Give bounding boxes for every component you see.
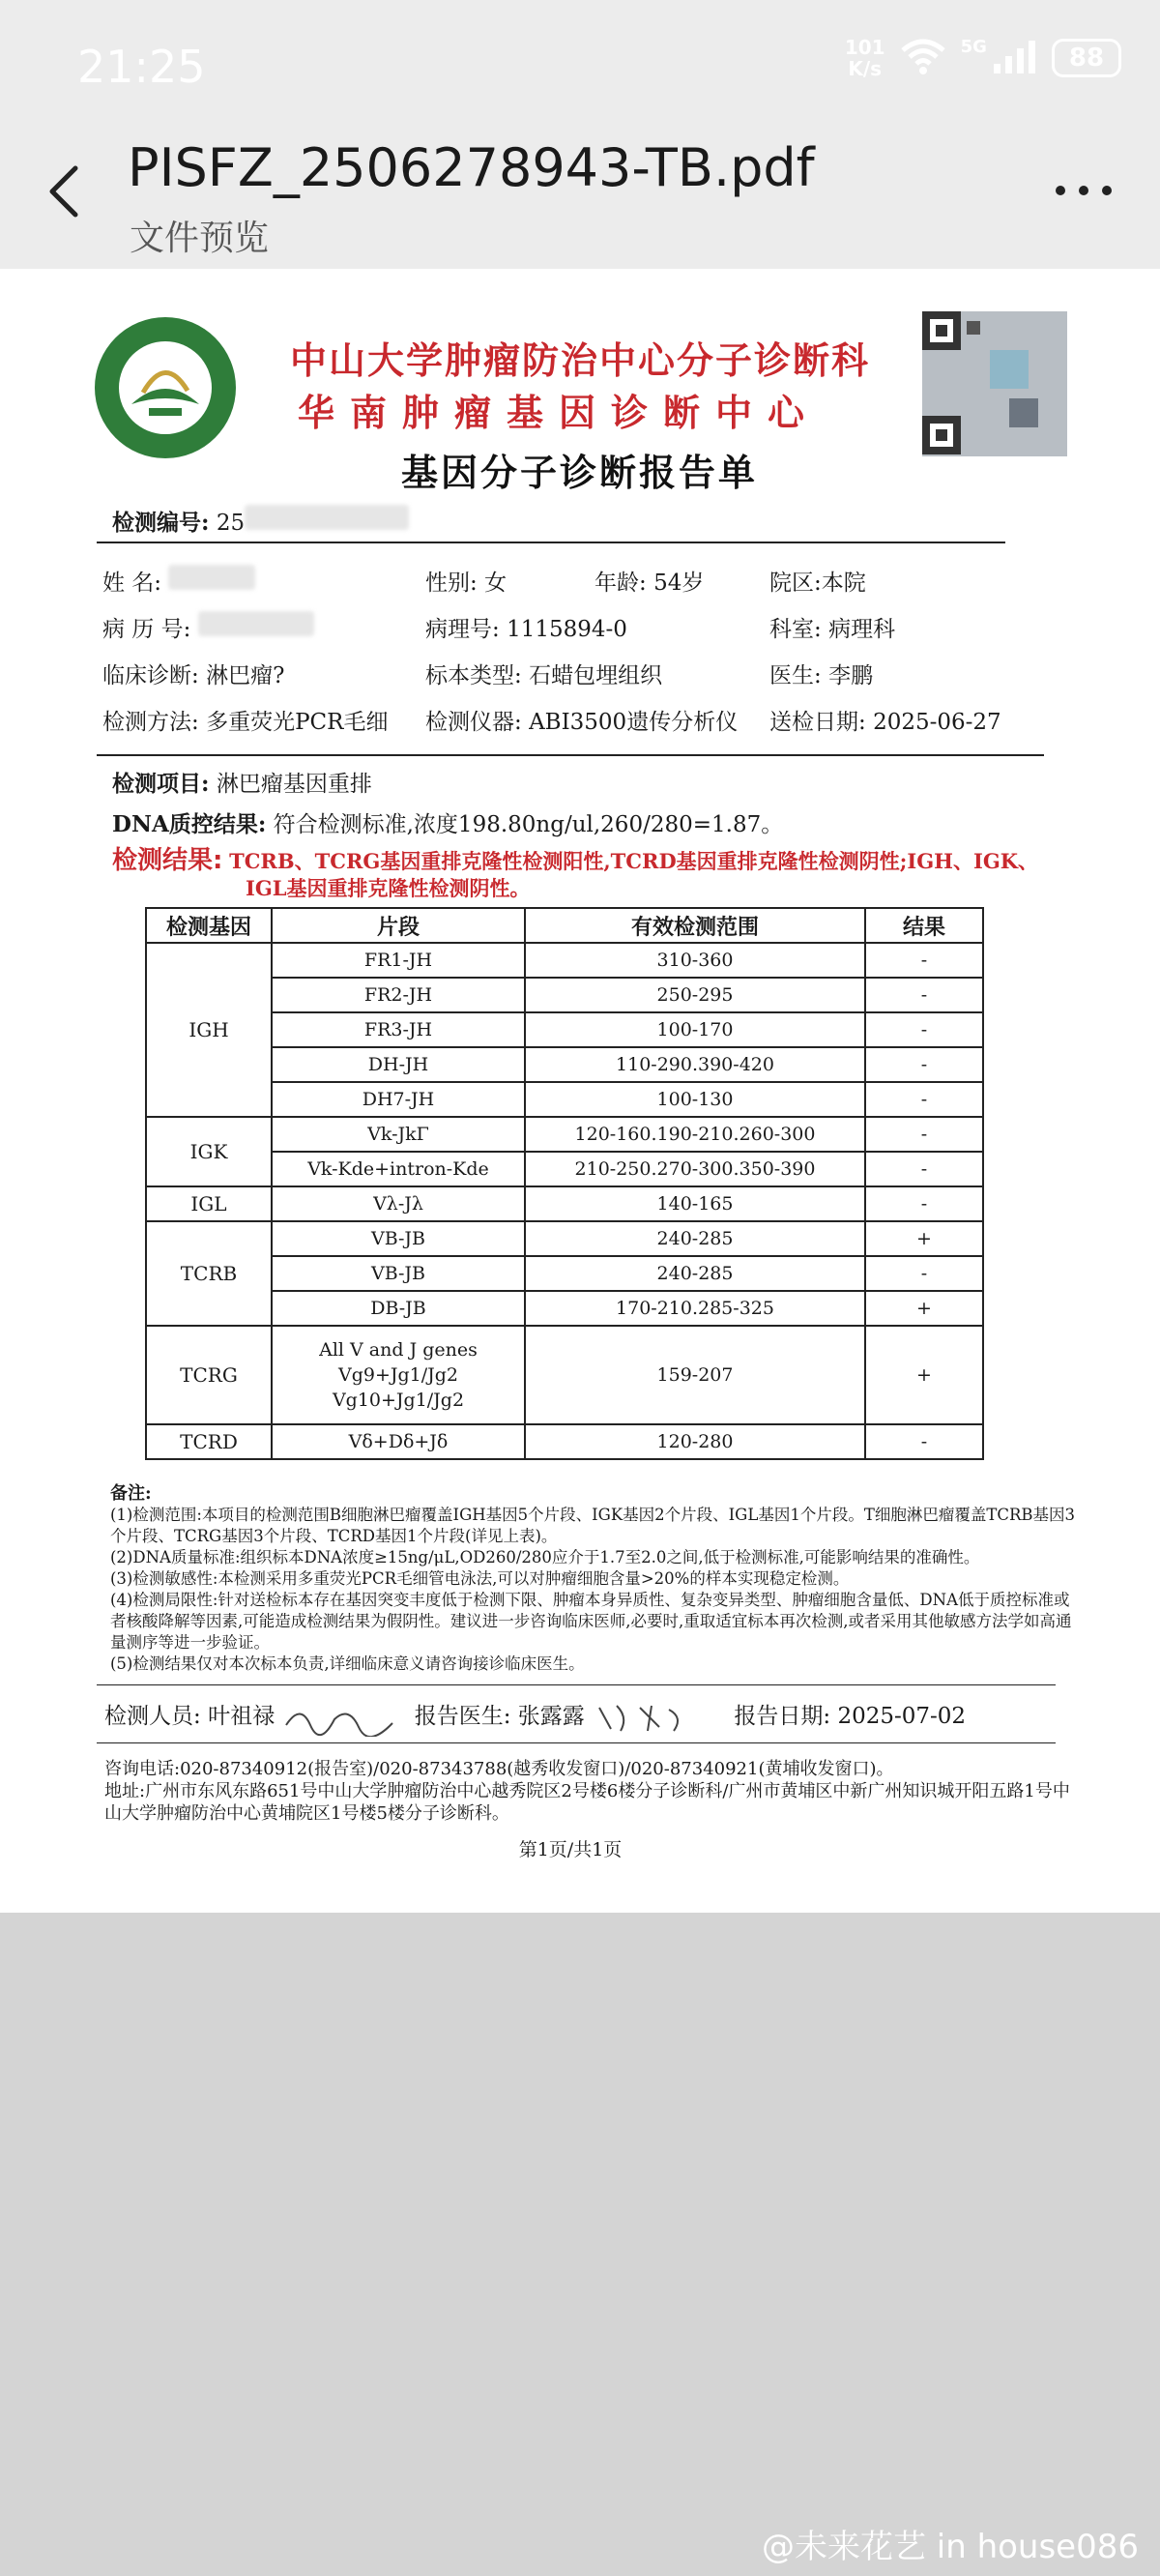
- page-number: 第1页/共1页: [518, 1839, 623, 1860]
- gene-result: -: [865, 1012, 983, 1047]
- test-number: 检测编号: 25: [112, 505, 409, 537]
- col-fragment: 片段: [272, 908, 525, 943]
- divider-mid: [97, 754, 1044, 756]
- gene-range: 159-207: [525, 1326, 865, 1424]
- gene-result: -: [865, 1424, 983, 1459]
- report-title: 基因分子诊断报告单: [401, 452, 759, 494]
- table-row: [146, 1082, 983, 1117]
- col-gene: 检测基因: [146, 908, 272, 943]
- gene-result: -: [865, 1082, 983, 1117]
- gene-frag: VB-JB: [272, 1221, 525, 1256]
- gene-frag: Vδ+Dδ+Jδ: [272, 1424, 525, 1459]
- gene-range: 120-160.190-210.260-300: [525, 1117, 865, 1152]
- contact-phone: 咨询电话:020-87340912(报告室)/020-87343788(越秀收发窗口)/020-87340921(黄埔收发窗口)。: [104, 1759, 894, 1779]
- more-button[interactable]: [1052, 176, 1116, 205]
- medical-record: 病 历 号:: [102, 611, 314, 643]
- col-result: 结果: [865, 908, 983, 943]
- gene-range: 110-290.390-420: [525, 1047, 865, 1082]
- gene-result: -: [865, 1047, 983, 1082]
- gene-result: -: [865, 1152, 983, 1186]
- table-row: [146, 1221, 983, 1256]
- watermark: @未来花艺 in house086: [761, 2528, 1139, 2566]
- pdf-page[interactable]: [0, 269, 1160, 1913]
- gene-range: 240-285: [525, 1221, 865, 1256]
- gene-range: 240-285: [525, 1256, 865, 1291]
- file-subtitle: 文件预览: [130, 219, 270, 258]
- gene-name: IGL: [146, 1186, 272, 1221]
- col-range: 有效检测范围: [525, 908, 865, 943]
- table-row: [146, 1012, 983, 1047]
- table-row: [146, 1186, 983, 1221]
- notes: 备注: (1)检测范围:本项目的检测范围B细胞淋巴瘤覆盖IGH基因5个片段、IGK基因2个片段、IGL基因1个片段。T细胞淋巴瘤覆盖TCRB基因3个片段、TCRG基因3个片段、TCRD基因1个片段(详见上表)。 (2)DNA质量标准:组织标本DNA浓度≥15ng/μL,OD260/280应介于1.7至2.0之间,低于检测标准,可能影响结果的准确性。 (3)检测敏感性:本检测采用多重荧光PCR毛细管电泳法,可以对肿瘤细胞含量>20%的样本实现稳定检测。 (4)检测局限性:针对送检标本存在基因突变丰度低于检测下限、肿瘤本身异质性、复杂变异类型、肿瘤细胞含量低、DNA低于质控标准或者核酸降解等因素,可能造成检测结果为假阴性。建议进一步咨询临床医师,必要时,重取适宜标本再次检测,或者采用其他敏感方法学如高通量测序等进一步验证。 (5)检测结果仅对本次标本负责,详细临床意义请咨询接诊临床医生。: [110, 1483, 1079, 1675]
- dna-qc: DNA质控结果: 符合检测标准,浓度198.80ng/ul,260/280=1.87。: [112, 811, 784, 837]
- gene-frag: DH-JH: [272, 1047, 525, 1082]
- table-row: [146, 1424, 983, 1459]
- gender: 性别: 女: [425, 571, 508, 596]
- note-5: (5)检测结果仅对本次标本负责,详细临床意义请咨询接诊临床医生。: [110, 1654, 585, 1673]
- gene-range: 170-210.285-325: [525, 1291, 865, 1326]
- back-button[interactable]: [37, 162, 95, 220]
- divider-sign-top: [97, 1684, 1056, 1685]
- doctor-signature: [592, 1698, 698, 1737]
- more-icon: [1052, 176, 1116, 205]
- campus: 院区:本院: [769, 571, 866, 596]
- gene-range: 250-295: [525, 978, 865, 1012]
- table-row: [146, 1117, 983, 1152]
- gene-frag: FR3-JH: [272, 1012, 525, 1047]
- gene-frag: Vk-Kde+intron-Kde: [272, 1152, 525, 1186]
- age: 年龄: 54岁: [594, 571, 705, 596]
- gene-frag: All V and J genes Vg9+Jg1/Jg2 Vg10+Jg1/Jg2: [272, 1326, 525, 1424]
- gene-result: -: [865, 978, 983, 1012]
- net-speed: 101 K/s: [844, 36, 885, 80]
- header-department: 中山大学肿瘤防治中心分子诊断科: [290, 339, 871, 382]
- gene-name: TCRG: [146, 1326, 272, 1424]
- gene-result: +: [865, 1291, 983, 1326]
- note-2: (2)DNA质量标准:组织标本DNA浓度≥15ng/μL,OD260/280应介于1.7至2.0之间,低于检测标准,可能影响结果的准确性。: [110, 1548, 980, 1566]
- gene-name: IGH: [146, 943, 272, 1117]
- divider-sign-bottom: [97, 1742, 1056, 1743]
- sample-type: 标本类型: 石蜡包埋组织: [425, 663, 663, 688]
- gene-frag: FR1-JH: [272, 943, 525, 978]
- gene-name: TCRB: [146, 1221, 272, 1326]
- status-time: 21:25: [77, 41, 206, 93]
- instrument: 检测仪器: ABI3500遗传分析仪: [425, 710, 739, 735]
- wifi-icon: [899, 37, 947, 79]
- battery-icon: 88: [1052, 39, 1121, 77]
- department: 科室: 病理科: [769, 617, 896, 642]
- divider-top: [97, 542, 1005, 543]
- note-4: (4)检测局限性:针对送检标本存在基因突变丰度低于检测下限、肿瘤本身异质性、复杂变异类型、肿瘤细胞含量低、DNA低于质控标准或者核酸降解等因素,可能造成检测结果为假阴性。建议进一步咨询临床医师,必要时,重取适宜标本再次检测,或者采用其他敏感方法学如高通量测序等进一步验证。: [110, 1591, 1072, 1652]
- gene-frag: FR2-JH: [272, 978, 525, 1012]
- status-icons: [845, 37, 1121, 79]
- gene-result: -: [865, 1186, 983, 1221]
- note-3: (3)检测敏感性:本检测采用多重荧光PCR毛细管电泳法,可以对肿瘤细胞含量>20%的样本实现稳定检测。: [110, 1569, 850, 1588]
- gene-range: 100-170: [525, 1012, 865, 1047]
- table-row: [146, 1291, 983, 1326]
- contact-address: 地址:广州市东风东路651号中山大学肿瘤防治中心越秀院区2号楼6楼分子诊断科/广州市黄埔区中新广州知识城开阳五路1号中山大学肿瘤防治中心黄埔院区1号楼5楼分子诊断科。: [104, 1781, 1070, 1824]
- gene-range: 120-280: [525, 1424, 865, 1459]
- note-1: (1)检测范围:本项目的检测范围B细胞淋巴瘤覆盖IGH基因5个片段、IGK基因2个片段、IGL基因1个片段。T细胞淋巴瘤覆盖TCRB基因3个片段、TCRG基因3个片段、TCRD基因1个片段(详见上表)。: [110, 1506, 1076, 1545]
- gene-result: -: [865, 1117, 983, 1152]
- gene-frag: Vλ-Jλ: [272, 1186, 525, 1221]
- table-row: [146, 1047, 983, 1082]
- university-logo: [93, 315, 238, 460]
- gene-frag: DB-JB: [272, 1291, 525, 1326]
- table-row: [146, 978, 983, 1012]
- gene-range: 140-165: [525, 1186, 865, 1221]
- gene-range: 100-130: [525, 1082, 865, 1117]
- gene-name: IGK: [146, 1117, 272, 1186]
- pathology-number: 病理号: 1115894-0: [425, 617, 627, 642]
- gene-result: +: [865, 1326, 983, 1424]
- gene-result: -: [865, 1256, 983, 1291]
- patient-name: 姓 名:: [102, 565, 255, 597]
- gene-table: [145, 907, 984, 1460]
- gene-result: +: [865, 1221, 983, 1256]
- table-row: [146, 1326, 983, 1424]
- doctor: 医生: 李鹏: [769, 663, 874, 688]
- send-date: 送检日期: 2025-06-27: [769, 710, 1001, 735]
- signature-row: 检测人员: 叶祖禄 报告医生: 张露露 报告日期: 2025-07-02: [104, 1698, 966, 1737]
- chevron-left-icon: [37, 162, 95, 220]
- tester-signature: [281, 1698, 397, 1737]
- gene-name: TCRD: [146, 1424, 272, 1459]
- gene-frag: DH7-JH: [272, 1082, 525, 1117]
- gene-frag: Vk-JkΓ: [272, 1117, 525, 1152]
- gene-frag: VB-JB: [272, 1256, 525, 1291]
- table-row: [146, 1152, 983, 1186]
- gene-result: -: [865, 943, 983, 978]
- table-row: [146, 943, 983, 978]
- header-center: 华南肿瘤基因诊断中心: [298, 392, 821, 434]
- gene-range: 210-250.270-300.350-390: [525, 1152, 865, 1186]
- table-header-row: [146, 908, 983, 943]
- test-item: 检测项目: 淋巴瘤基因重排: [112, 771, 372, 797]
- file-title: PISFZ_2506278943-TB.pdf: [128, 137, 815, 198]
- clinical-diagnosis: 临床诊断: 淋巴瘤?: [102, 663, 285, 688]
- test-result: 检测结果: TCRB、TCRG基因重排克隆性检测阳性,TCRD基因重排克隆性检测阴性;IGH、IGK、 IGL基因重排克隆性检测阴性。: [112, 846, 1039, 900]
- contact-info: [104, 1758, 1071, 1825]
- qr-code: [922, 311, 1067, 456]
- gene-range: 310-360: [525, 943, 865, 978]
- table-row: [146, 1256, 983, 1291]
- app-bar: [0, 116, 1160, 269]
- signal-icon: 5G: [961, 37, 1038, 79]
- test-method: 检测方法: 多重荧光PCR毛细: [102, 710, 389, 735]
